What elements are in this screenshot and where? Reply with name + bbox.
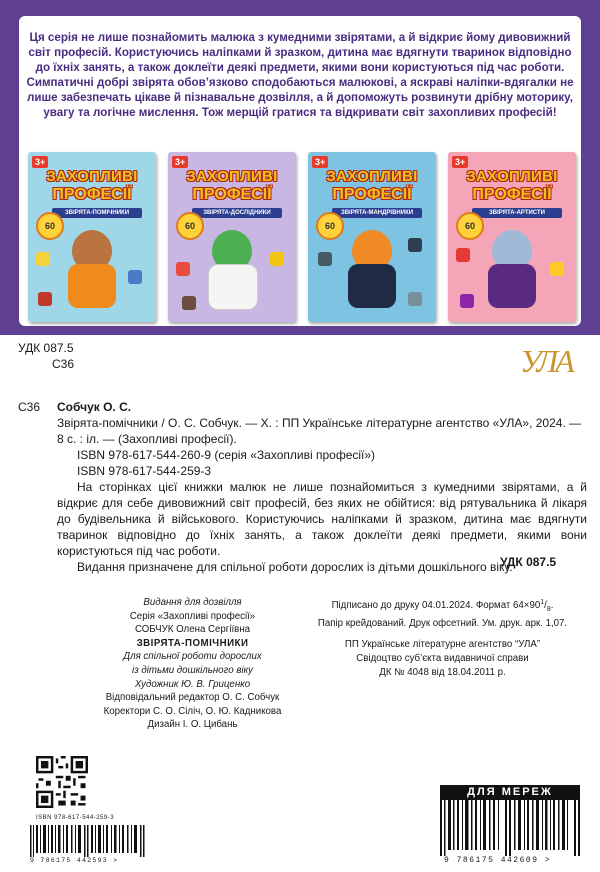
barcode-icon xyxy=(30,825,145,857)
stickers-count-badge: 60 xyxy=(176,212,204,240)
sticker-illustration xyxy=(128,270,142,284)
book-title-line1: ЗАХОПЛИВІ xyxy=(186,168,278,185)
bib-purpose: Видання призначене для спільної роботи дорослих із дітьми дошкільного віку. xyxy=(77,560,513,574)
sticker-illustration xyxy=(38,292,52,306)
designer: Дизайн І. О. Цибань xyxy=(147,719,238,731)
book-covers xyxy=(28,152,572,322)
stickers-count-badge: 60 xyxy=(36,212,64,240)
artist: Художник Ю. В. Гриценко xyxy=(134,678,251,690)
bib-author: Собчук О. С. xyxy=(57,400,132,414)
isbn-barcode-caption: ISBN 978-617-544-259-3 xyxy=(36,815,115,821)
bib-annotation: На сторінках цієї книжки малюк не лише познайомиться з кумедними звірятами, а й відкриє для себе дивовижний світ професій, без яких не обійтися: від рятувальника й лікаря до будівельника й військового. Користуючись наліпками й зразком, дитина має вдягнути тваринок відповідно до їхніх занять, а також доклеїти деякі предмети, якими вони користуються під час роботи. xyxy=(57,480,587,558)
book-title-line2: ПРОФЕСІЇ xyxy=(192,186,272,203)
sticker-illustration xyxy=(318,252,332,266)
outfit-illustration xyxy=(348,264,396,308)
book-subtitle: ЗВІРЯТА-ПОМІЧНИКИ xyxy=(52,208,142,218)
dk-number: ДК № 4048 від 18.04.2011 р. xyxy=(379,666,506,678)
udk-code: УДК 087.5 xyxy=(18,341,74,355)
book-cover-helpers xyxy=(28,152,156,322)
book-title-line2: ПРОФЕСІЇ xyxy=(472,186,552,203)
outfit-illustration xyxy=(488,264,536,308)
network-label: ДЛЯ МЕРЕЖ xyxy=(440,785,580,800)
book-subtitle: ЗВІРЯТА-МАНДРІВНИКИ xyxy=(332,208,422,218)
udk-code-right: УДК 087.5 xyxy=(500,555,557,569)
bibliographic-record xyxy=(57,399,587,575)
paper-info: Папір крейдований. Друк офсетний. Ум. друк. арк. 1,07. xyxy=(317,617,568,629)
publisher-name: ПП Українське літературне агентство “УЛА” xyxy=(344,639,541,651)
stickers-count-badge: 60 xyxy=(316,212,344,240)
book-title-line2: ПРОФЕСІЇ xyxy=(332,186,412,203)
editor: Відповідальний редактор О. С. Собчук xyxy=(105,692,280,704)
book-title-line1: ЗАХОПЛИВІ xyxy=(326,168,418,185)
signed-info: Підписано до друку 04.01.2024. Формат $64\times 90^1/_8$. xyxy=(331,599,554,614)
book-title-line1: ЗАХОПЛИВІ xyxy=(46,168,138,185)
purpose-line2: із дітьми дошкільного віку xyxy=(132,664,253,676)
edition-type: Видання для дозвілля xyxy=(143,597,242,608)
sticker-illustration xyxy=(270,252,284,266)
book-cover-travelers xyxy=(308,152,436,322)
isbn-series: ISBN 978-617-544-260-9 (серія «Захопливі професії») xyxy=(77,448,376,462)
outfit-illustration xyxy=(68,264,116,308)
purpose-line1: Для спільної роботи дорослих xyxy=(123,651,262,663)
stickers-count-badge: 60 xyxy=(456,212,484,240)
publisher-logo: УЛА xyxy=(520,343,572,379)
age-badge: 3+ xyxy=(452,156,468,168)
qr-code-icon xyxy=(36,756,88,808)
sticker-illustration xyxy=(460,294,474,308)
bib-description-line: Звірята-помічники / О. С. Собчук. — Х. : ПП Українське літературне агентство «УЛА», 2024. — 8 с. : іл. — (Захопливі професії). xyxy=(57,416,582,446)
age-badge: 3+ xyxy=(32,156,48,168)
barcode-icon xyxy=(440,800,580,856)
barcode-number: 9 786175 442609 > xyxy=(444,856,552,865)
certificate: Свідоцтво суб’єкта видавничої справи xyxy=(356,652,529,664)
imprint-right xyxy=(315,596,570,679)
series-name: Серія «Захопливі професії» xyxy=(129,610,256,622)
sticker-illustration xyxy=(176,262,190,276)
isbn-book: ISBN 978-617-544-259-3 xyxy=(77,464,212,478)
book-cover-artists xyxy=(448,152,576,322)
correctors: Коректори С. О. Сіліч, О. Ю. Кадникова xyxy=(103,705,282,717)
imprint-left xyxy=(80,596,305,732)
sticker-illustration xyxy=(408,292,422,306)
author-mark: С36 xyxy=(52,357,75,371)
book-title: ЗВІРЯТА-ПОМІЧНИКИ xyxy=(136,637,249,649)
age-badge: 3+ xyxy=(172,156,188,168)
book-subtitle: ЗВІРЯТА-ДОСЛІДНИКИ xyxy=(192,208,282,218)
udk-block xyxy=(18,340,74,372)
sticker-illustration xyxy=(408,238,422,252)
age-badge: 3+ xyxy=(312,156,328,168)
sticker-illustration xyxy=(550,262,564,276)
book-cover-researchers xyxy=(168,152,296,322)
barcode-number: 9 786175 442593 > xyxy=(30,857,119,864)
bib-author-mark: С36 xyxy=(18,400,41,414)
intro-text: Ця серія не лише познайомить малюка з кумедними звірятами, а й відкриє йому дивовижний світ професій. Користуючись наліпками й зразком, дитина має вдягнути тваринок відповідно до їхніх занять, а також доклеїти деякі предмети, якими вони користуються під час роботи. Симпатичні добрі звірята обов’язково сподобаються малюкові, а яскраві наліпки-вдягалки не лише забезпечать цікаве й пізнавальне дозвілля, а й допоможуть розвинути дрібну моторику, увагу та логічне мислення. Тож мерщій гратися та відкривати світ захопливих професій! xyxy=(26,31,574,119)
book-title-line1: ЗАХОПЛИВІ xyxy=(466,168,558,185)
book-title-line2: ПРОФЕСІЇ xyxy=(52,186,132,203)
sticker-illustration xyxy=(36,252,50,266)
author-full: СОБЧУК Олена Сергіївна xyxy=(134,624,251,636)
sticker-illustration xyxy=(182,296,196,310)
sticker-illustration xyxy=(456,248,470,262)
outfit-illustration xyxy=(208,264,258,310)
book-subtitle: ЗВІРЯТА-АРТИСТИ xyxy=(472,208,562,218)
